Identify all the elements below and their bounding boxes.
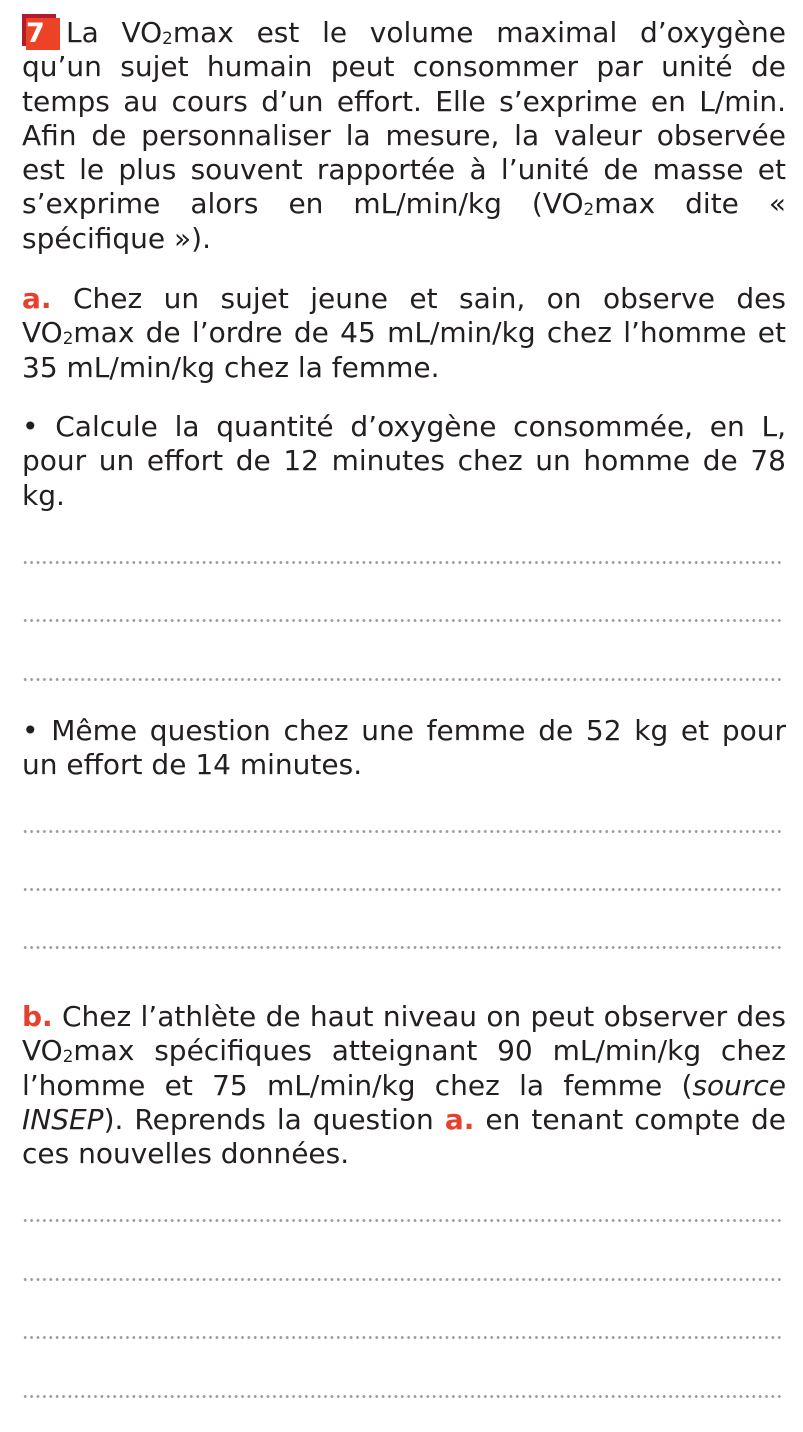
- part-a-paragraph: a. Chez un sujet jeune et sain, on observe des $VO_2\max$ de l’ordre de 45 mL/min/kg chez l’homme et 35 mL/min/kg chez la femme.: [22, 282, 786, 384]
- part-b-statement: [22, 1000, 786, 1171]
- exercise-number-badge: [22, 14, 58, 48]
- answer-line[interactable]: [22, 1219, 782, 1222]
- question-a-reference: a.: [444, 1102, 475, 1136]
- intro-paragraph: 7 La $VO_2\max$ est le volume maximal d’oxygène qu’un sujet humain peut consommer par unité de temps au cours d’un effort. Elle s’exprime en L/min. Afin de personnaliser la mesure, la valeur observée est le plus souvent rapportée à l’unité de masse et s’exprime alors en mL/min/kg ($VO_2\max$ dite « spécifique »).: [22, 16, 786, 255]
- question-a1: [22, 410, 786, 513]
- answer-line[interactable]: [22, 1336, 782, 1339]
- question-a2-text: • Même question chez une femme de 52 kg et pour un effort de 14 minutes.: [22, 714, 786, 782]
- answer-line[interactable]: [22, 946, 782, 949]
- part-b-letter: b.: [22, 1000, 53, 1033]
- question-a2: [22, 714, 786, 783]
- answer-line[interactable]: [22, 1395, 782, 1398]
- answer-line[interactable]: [22, 678, 782, 681]
- exercise-number: 7: [26, 18, 60, 50]
- part-b-paragraph: b. Chez l’athlète de haut niveau on peut observer des $VO_2\max$ spécifiques atteignant 90 mL/min/kg chez l’homme et 75 mL/min/kg chez la femme (source INSEP). Reprends la question a. en tenant compte de ces nouvelles données.: [22, 1000, 787, 1171]
- question-a1-text: • Calcule la quantité d’oxygène consommée, en L, pour un effort de 12 minutes chez un homme de 78 kg.: [22, 410, 786, 512]
- answer-line[interactable]: [22, 619, 782, 622]
- part-a-statement: [22, 282, 786, 385]
- answer-line[interactable]: [22, 830, 782, 833]
- exercise-intro: [22, 14, 786, 256]
- source-citation: source INSEP: [22, 1068, 786, 1136]
- part-a-letter: a.: [22, 282, 52, 315]
- answer-line[interactable]: [22, 561, 782, 564]
- answer-line[interactable]: [22, 1278, 782, 1281]
- answer-line[interactable]: [22, 888, 782, 891]
